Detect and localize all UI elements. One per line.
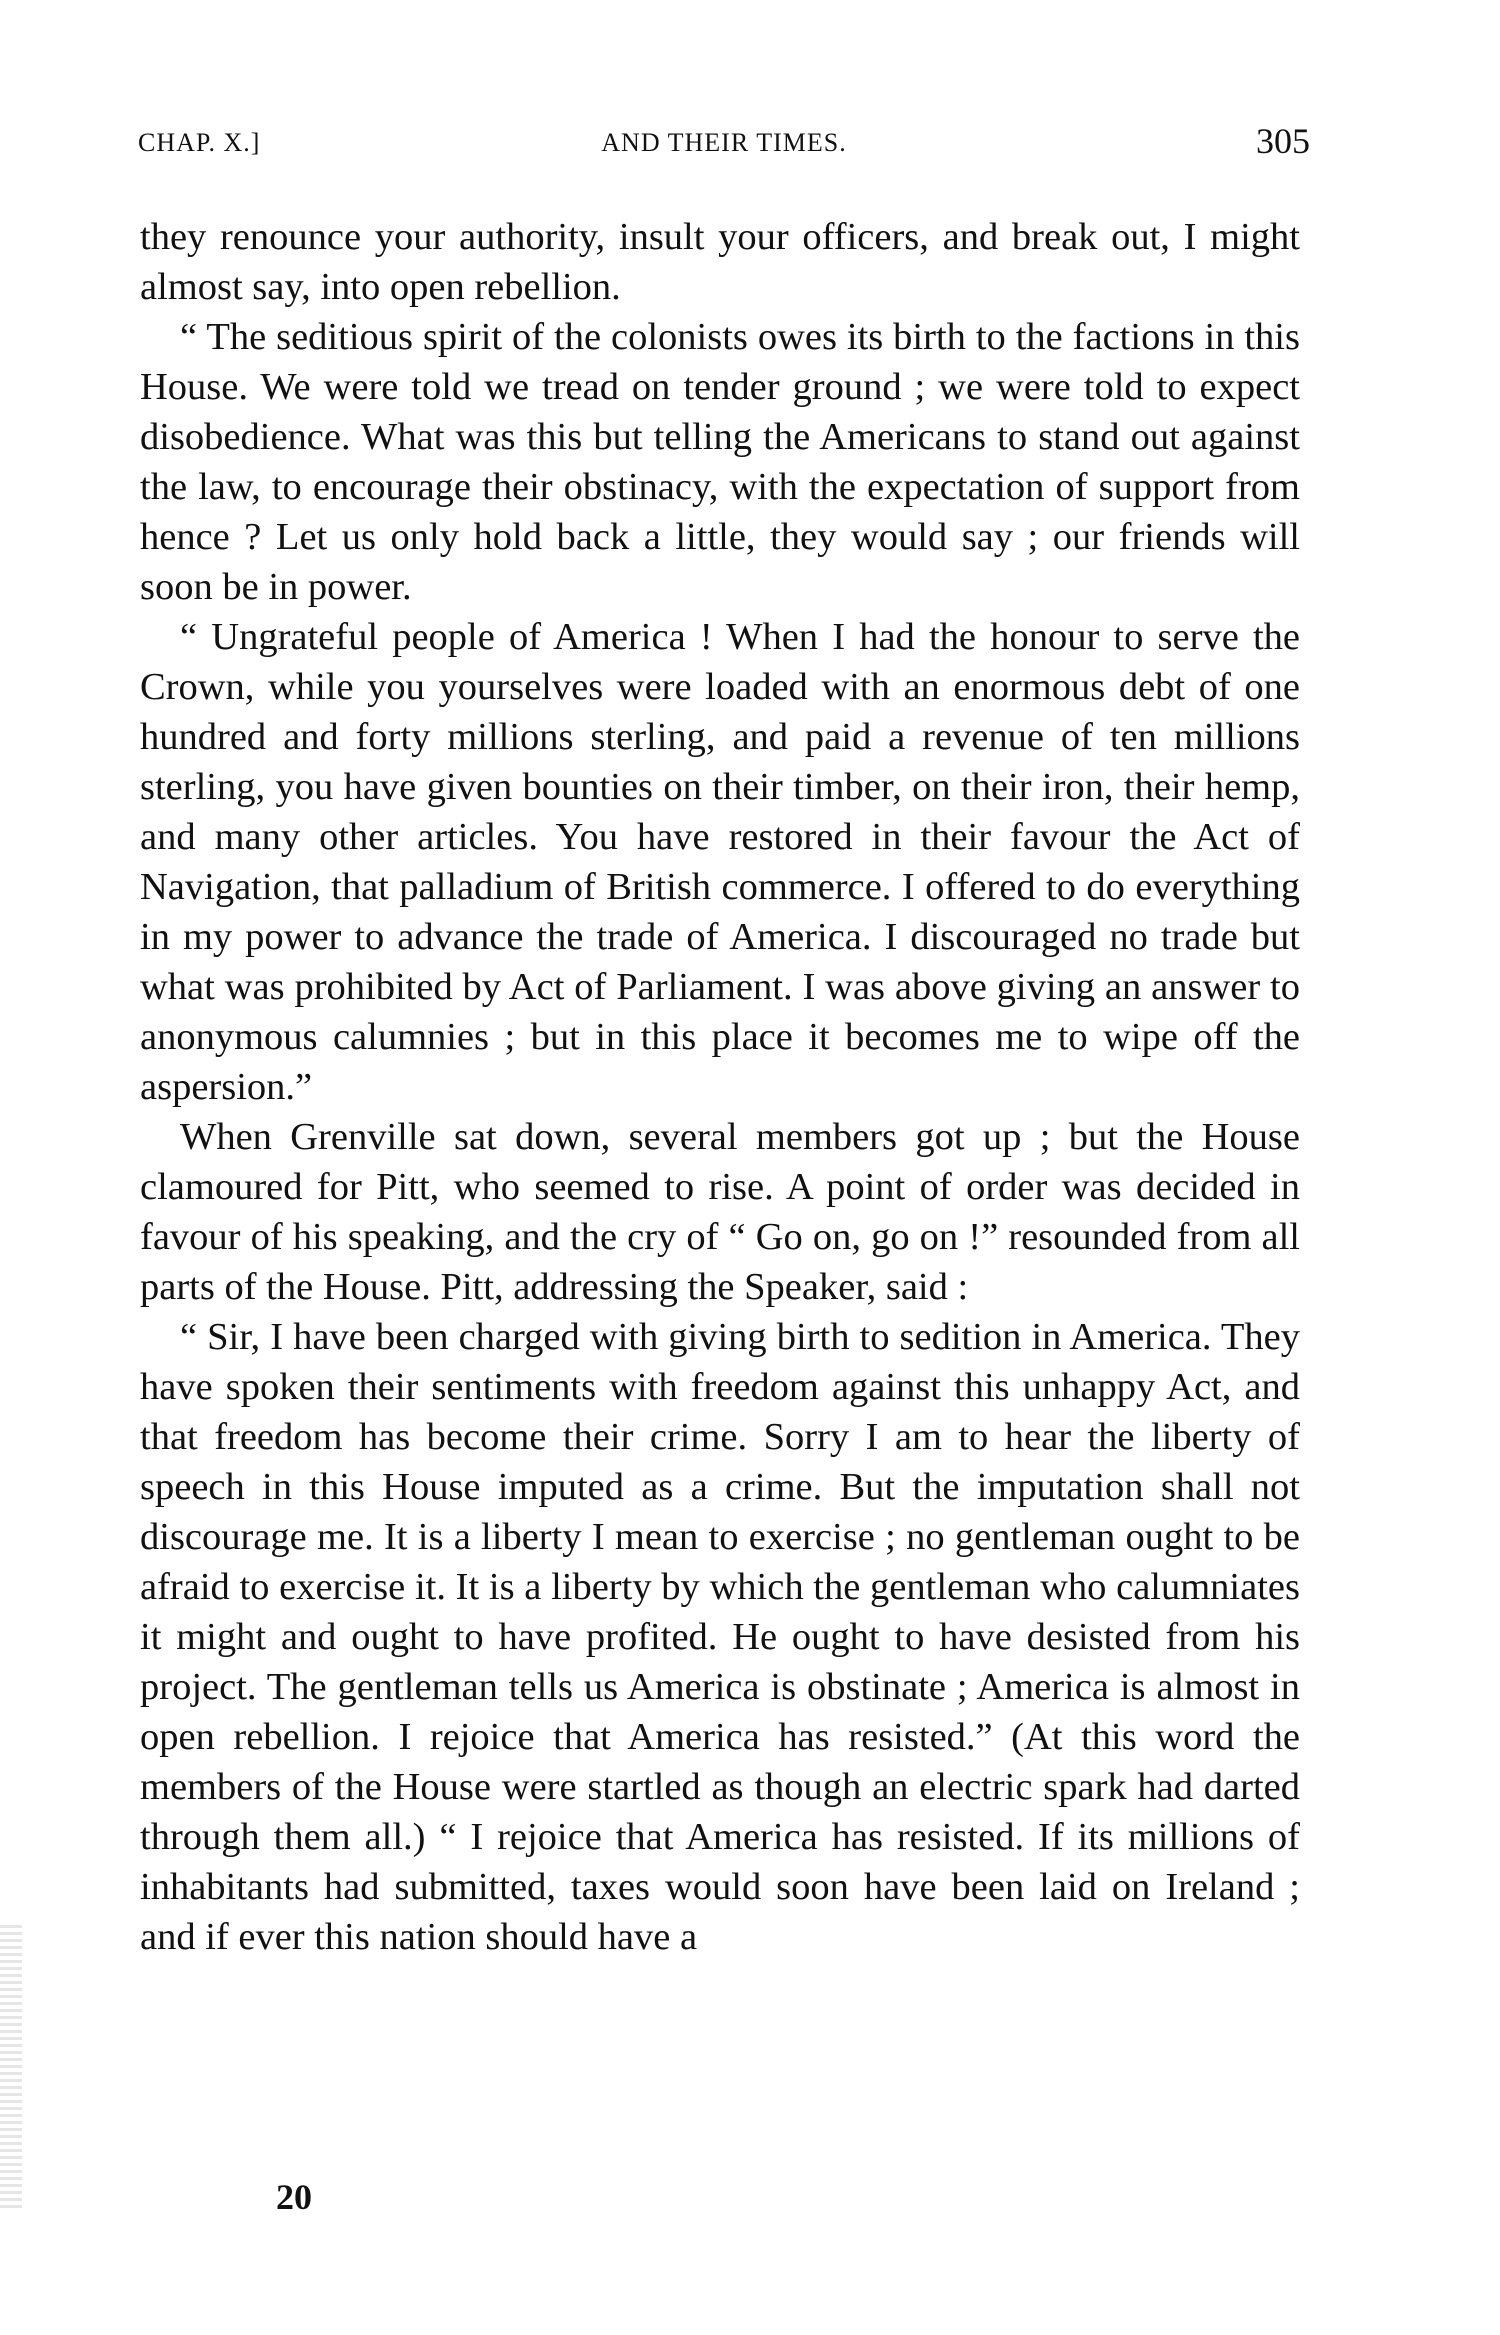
body-text bbox=[140, 212, 1300, 1962]
paragraph-ungrateful-people: “ Ungrateful people of America ! When I had the honour to serve the Crown, while you yourselves were loaded with an enormous debt of one hundred and forty millions sterling, and paid a revenue of ten millions sterling, you have given bounties on their timber, on their iron, their hemp, and many other articles. You have restored in their favour the Act of Navigation, that palladium of British commerce. I offered to do everything in my power to advance the trade of America. I discouraged no trade but what was prohibited by Act of Parliament. I was above giving an answer to anonymous calumnies ; but in this place it becomes me to wipe off the aspersion.” bbox=[140, 616, 1300, 1108]
chapter-label: CHAP. X.] bbox=[138, 128, 261, 157]
page-edge-shadow bbox=[0, 1925, 22, 2210]
running-title: AND THEIR TIMES. bbox=[601, 128, 847, 157]
page-number: 305 bbox=[1256, 121, 1310, 161]
signature-mark: 20 bbox=[276, 2177, 312, 2217]
running-head bbox=[138, 121, 1310, 176]
paragraph-grenville-sat-down: When Grenville sat down, several members got up ; but the House clamoured for Pitt, who seemed to rise. A point of order was decided in favour of his speaking, and the cry of “ Go on, go on !” resounded from all parts of the House. Pitt, addressing the Speaker, said : bbox=[140, 1116, 1300, 1308]
paragraph-continuation: they renounce your authority, insult your officers, and break out, I might almost say, into open rebellion. bbox=[140, 216, 1300, 308]
paragraph-seditious-spirit: “ The seditious spirit of the colonists owes its birth to the factions in this House. We were told we tread on tender ground ; we were told to expect disobedience. What was this but telling the Americans to stand out against the law, to encourage their obstinacy, with the expectation of support from hence ? Let us only hold back a little, they would say ; our friends will soon be in power. bbox=[140, 316, 1300, 608]
paragraph-pitt-speech: “ Sir, I have been charged with giving birth to sedition in America. They have spoken their sentiments with freedom against this unhappy Act, and that freedom has become their crime. Sorry I am to hear the liberty of speech in this House imputed as a crime. But the imputation shall not discourage me. It is a liberty I mean to exercise ; no gentleman ought to be afraid to exercise it. It is a liberty by which the gentleman who calumniates it might and ought to have profited. He ought to have desisted from his project. The gentleman tells us America is obstinate ; America is almost in open rebellion. I rejoice that America has resisted.” (At this word the members of the House were startled as though an electric spark had darted through them all.) “ I rejoice that America has resisted. If its millions of inhabitants had submitted, taxes would soon have been laid on Ireland ; and if ever this nation should have a bbox=[140, 1316, 1300, 1958]
